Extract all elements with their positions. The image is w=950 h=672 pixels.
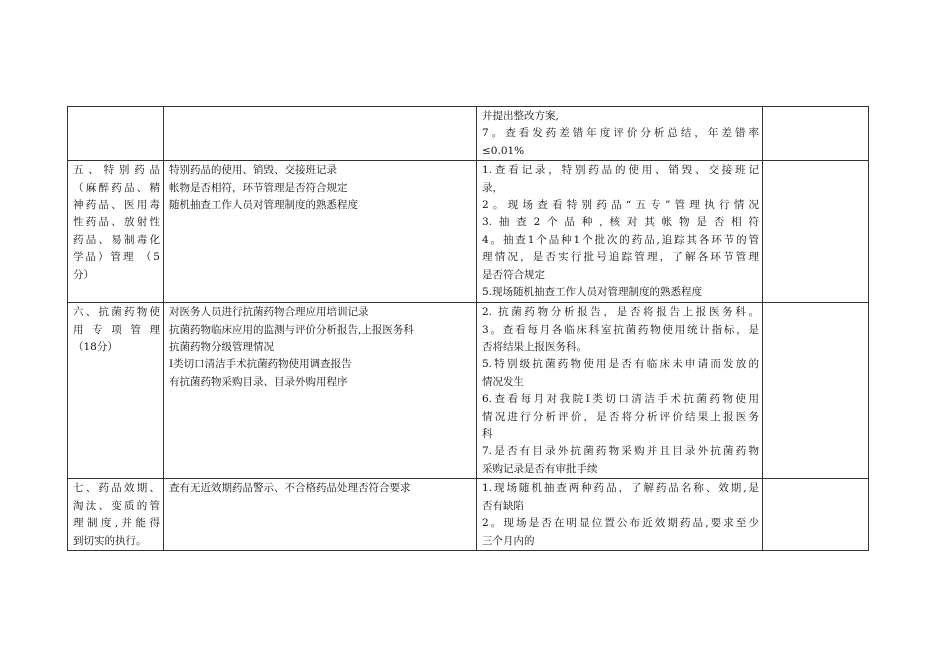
standard-line: 有抗菌药物采购目录、目录外购用程序 — [169, 375, 348, 388]
method-line: 5.现场随机抽查工作人员对管理制度的熟悉程度 — [482, 286, 703, 299]
method-line: 4。抽查1个品种1个批次的药品,追踪其各环节的管 — [482, 233, 759, 246]
standard-line: 抗菌药物临床应用的监测与评价分析报告,上报医务科 — [169, 323, 414, 336]
category-line: （18分） — [73, 341, 118, 354]
standard-cell — [164, 161, 477, 303]
category-line: 到切实的执行。 — [73, 534, 147, 547]
method-line: 7。查看发药差错年度评价分析总结，年差错率 — [482, 127, 759, 140]
method-line: 情况进行分析评价，是否将分析评价结果上报医务 — [482, 410, 759, 423]
category-cell — [68, 107, 164, 161]
method-line: ≤0.01% — [482, 144, 525, 157]
score-cell — [763, 303, 869, 479]
method-line: 2。现场是否在明显位置公布近效期药品,要求至少 — [482, 517, 759, 530]
category-line: 神药品、医用毒 — [73, 199, 160, 212]
category-cell — [68, 303, 164, 479]
method-line: 2. 抗菌药物分析报告，是否将报告上报医务科。 — [482, 306, 759, 319]
category-line: 理制度,并能得 — [73, 517, 160, 530]
category-line: 七、药品效期、 — [73, 482, 160, 495]
table-row — [68, 303, 869, 479]
method-cell — [477, 479, 763, 551]
score-cell — [763, 161, 869, 303]
standard-line: 特别药品的使用、销毁、交接班记录 — [169, 164, 337, 177]
category-line: 淘汰、变质的管 — [73, 499, 160, 512]
method-cell — [477, 107, 763, 161]
method-line: 三个月内的 — [482, 534, 535, 547]
standard-line: 对医务人员进行抗菌药物合理应用培训记录 — [169, 306, 369, 319]
standard-cell — [164, 479, 477, 551]
method-line: 3.抽查2个品种,核对其帐物是否相符 — [482, 216, 759, 229]
standard-line: 随机抽查工作人员对管理制度的熟悉程度 — [169, 199, 358, 212]
method-line: 6.查看每月对我院Ⅰ类切口清洁手术抗菌药物使用 — [482, 393, 759, 406]
method-line: 2。现场查看特别药品“五专”管理执行情况 — [482, 199, 759, 212]
table-row — [68, 161, 869, 303]
standard-cell — [164, 107, 477, 161]
score-cell — [763, 479, 869, 551]
method-cell — [477, 303, 763, 479]
method-line: 3。查看每月各临床科室抗菌药物使用统计指标，是 — [482, 323, 759, 336]
method-line: 7.是否有目录外抗菌药物采购并且目录外抗菌药物 — [482, 445, 759, 458]
standard-line: 抗菌药物分级管理情况 — [169, 341, 274, 354]
category-line: 性药品、放射性 — [73, 216, 160, 229]
standard-line: Ⅰ类切口清洁手术抗菌药物使用调查报告 — [169, 358, 352, 371]
method-line: 1.查看记录，特别药品的使用、销毁、交接班记 — [482, 164, 759, 177]
method-line: 录， — [482, 181, 503, 194]
method-line: 科 — [482, 428, 493, 441]
method-line: 情况发生 — [482, 375, 524, 388]
method-line: 采购记录是否有审批手续 — [482, 462, 598, 475]
method-cell — [477, 161, 763, 303]
method-line: 理情况，是否实行批号追踪管理，了解各环节管理 — [482, 251, 759, 264]
table-row — [68, 479, 869, 551]
table-row — [68, 107, 869, 161]
category-line: 用专项管理 — [73, 323, 160, 336]
method-line: 1.现场随机抽查两种药品，了解药品名称、效期,是 — [482, 482, 759, 495]
score-cell — [763, 107, 869, 161]
category-line: 药品、易制毒化 — [73, 233, 160, 246]
method-line: 否有缺陷 — [482, 499, 524, 512]
category-line: 六、抗菌药物使 — [73, 306, 160, 319]
category-cell — [68, 161, 164, 303]
standard-line: 查有无近效期药品警示、不合格药品处理否符合要求 — [169, 482, 411, 495]
method-line: 5.特别级抗菌药物使用是否有临床未申请而发放的 — [482, 358, 759, 371]
method-line: 并提出整改方案, — [482, 110, 559, 122]
category-cell — [68, 479, 164, 551]
category-line: 学品）管理 （5 — [73, 251, 160, 264]
category-line: 分） — [73, 268, 94, 281]
method-line: 否将结果上报医务科。 — [482, 341, 587, 354]
category-line: （麻醉药品、精 — [73, 181, 160, 194]
inspection-table — [67, 106, 869, 551]
standard-line: 帐物是否相符，环节管理是否符合规定 — [169, 181, 348, 194]
category-line: 五、特别药品 — [73, 164, 160, 177]
method-line: 是否符合规定 — [482, 268, 545, 281]
standard-cell — [164, 303, 477, 479]
